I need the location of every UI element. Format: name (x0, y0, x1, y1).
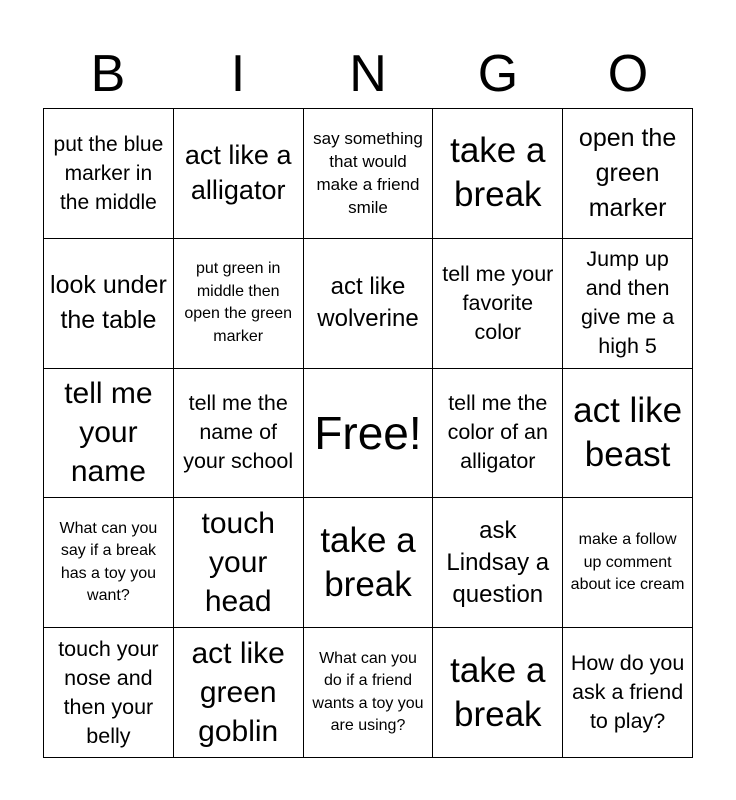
cell-text: put green in middle then open the green marker (184, 260, 293, 345)
cell-text: What can you do if a friend wants a toy you are using? (312, 649, 424, 735)
header-letter-o: O (607, 45, 649, 103)
bingo-cell-r4c3[interactable] (304, 498, 434, 628)
cell-text: act like a alligator (184, 140, 292, 206)
bingo-cell-r4c5[interactable] (563, 498, 693, 628)
bingo-cell-r2c2[interactable] (174, 239, 304, 369)
cell-text: look under the table (50, 271, 167, 335)
bingo-cell-r2c5[interactable] (563, 239, 693, 369)
cell-text: put the blue marker in the middle (53, 132, 164, 214)
bingo-cell-r4c4[interactable] (433, 498, 563, 628)
cell-text: touch your head (201, 507, 275, 619)
bingo-cell-r5c2[interactable] (174, 628, 304, 758)
bingo-cell-r3c1[interactable] (44, 369, 174, 499)
bingo-header (43, 40, 693, 108)
header-letter-i: I (230, 45, 246, 103)
bingo-cell-r3c4[interactable] (433, 369, 563, 499)
header-letter-n: N (349, 45, 387, 103)
cell-text: What can you say if a break has a toy you want? (59, 519, 158, 605)
cell-text: touch your nose and then your belly (58, 636, 159, 748)
cell-text: tell me the color of an alligator (447, 391, 548, 474)
cell-text: tell me your name (64, 377, 153, 489)
bingo-cell-r2c1[interactable] (44, 239, 174, 369)
bingo-cell-r1c3[interactable] (304, 109, 434, 239)
bingo-cell-r2c4[interactable] (433, 239, 563, 369)
cell-text: open the green marker (578, 123, 677, 222)
bingo-cell-r1c1[interactable] (44, 109, 174, 239)
bingo-cell-r3c2[interactable] (174, 369, 304, 499)
bingo-cell-r1c4[interactable] (433, 109, 563, 239)
bingo-grid (43, 108, 693, 758)
bingo-cell-r4c1[interactable] (44, 498, 174, 628)
bingo-cell-r4c2[interactable] (174, 498, 304, 628)
bingo-cell-r5c1[interactable] (44, 628, 174, 758)
header-letter-g: G (477, 45, 519, 103)
cell-text: How do you ask a friend to play? (570, 651, 685, 734)
bingo-cell-r2c3[interactable] (304, 239, 434, 369)
free-space-label: Free! (314, 406, 422, 459)
cell-text: take a break (320, 520, 416, 604)
cell-text: take a break (450, 131, 546, 215)
cell-text: take a break (450, 650, 546, 734)
bingo-cell-r1c5[interactable] (563, 109, 693, 239)
bingo-cell-r3c3-free[interactable] (304, 369, 434, 499)
bingo-cell-r5c4[interactable] (433, 628, 563, 758)
cell-text: tell me the name of your school (183, 391, 294, 474)
cell-text: Jump up and then give me a high 5 (580, 247, 675, 359)
cell-text: act like wolverine (317, 273, 419, 333)
cell-text: ask Lindsay a question (446, 516, 550, 608)
cell-text: say something that would make a friend smile (313, 129, 423, 218)
cell-text: act like beast (573, 390, 683, 474)
cell-text: make a follow up comment about ice cream (570, 531, 685, 594)
bingo-cell-r5c5[interactable] (563, 628, 693, 758)
cell-text: tell me your favorite color (442, 261, 554, 344)
bingo-cell-r3c5[interactable] (563, 369, 693, 499)
cell-text: act like green goblin (191, 637, 285, 749)
bingo-cell-r1c2[interactable] (174, 109, 304, 239)
bingo-cell-r5c3[interactable] (304, 628, 434, 758)
header-letter-b: B (90, 45, 126, 103)
